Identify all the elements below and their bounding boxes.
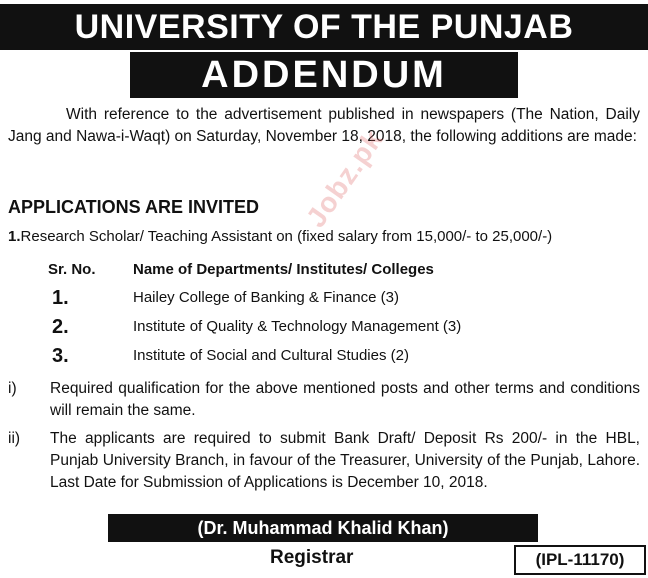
column-header-sr-no: Sr. No. bbox=[48, 261, 96, 278]
university-title: UNIVERSITY OF THE PUNJAB bbox=[0, 4, 648, 50]
table-row bbox=[0, 343, 648, 371]
note-text: Required qualification for the above mentioned posts and other terms and conditions will remain the same. bbox=[50, 380, 640, 419]
intro-paragraph bbox=[8, 104, 640, 148]
column-header-departments: Name of Departments/ Institutes/ Colleges bbox=[133, 261, 434, 278]
ipl-reference-box: (IPL-11170) bbox=[514, 545, 646, 575]
addendum-title: ADDENDUM bbox=[130, 52, 518, 98]
watermark: Jobz.pk bbox=[300, 123, 390, 233]
row-number: 1. bbox=[52, 287, 69, 309]
position-text: Research Scholar/ Teaching Assistant on (fixed salary from 15,000/- to 25,000/-) bbox=[20, 228, 553, 245]
note-text: The applicants are required to submit Bank Draft/ Deposit Rs 200/- in the HBL, Punjab University Branch, in favour of the Treasurer, University of the Punjab, Lahore. Last Date for Submission of Applications is December 10, 2018. bbox=[50, 430, 640, 491]
row-department: Institute of Social and Cultural Studies (2) bbox=[133, 347, 409, 364]
section-heading: APPLICATIONS ARE INVITED bbox=[8, 197, 260, 217]
note-marker: ii) bbox=[8, 430, 21, 447]
table-row bbox=[0, 285, 648, 313]
note-item bbox=[8, 378, 640, 422]
table-row bbox=[0, 314, 648, 342]
note-marker: i) bbox=[8, 380, 17, 397]
signatory-name: (Dr. Muhammad Khalid Khan) bbox=[108, 514, 538, 542]
row-department: Institute of Quality & Technology Management (3) bbox=[133, 318, 462, 335]
row-number: 3. bbox=[52, 345, 69, 367]
intro-text: With reference to the advertisement published in newspapers (The Nation, Daily Jang and Nawa-i-Waqt) on Saturday, November 18, 2018, the following additions are made: bbox=[8, 106, 640, 145]
position-number: 1. bbox=[8, 228, 21, 245]
row-number: 2. bbox=[52, 316, 69, 338]
row-department: Hailey College of Banking & Finance (3) bbox=[133, 289, 399, 306]
position-line bbox=[8, 227, 552, 247]
signatory-designation: Registrar bbox=[270, 547, 354, 568]
note-item bbox=[8, 428, 640, 494]
